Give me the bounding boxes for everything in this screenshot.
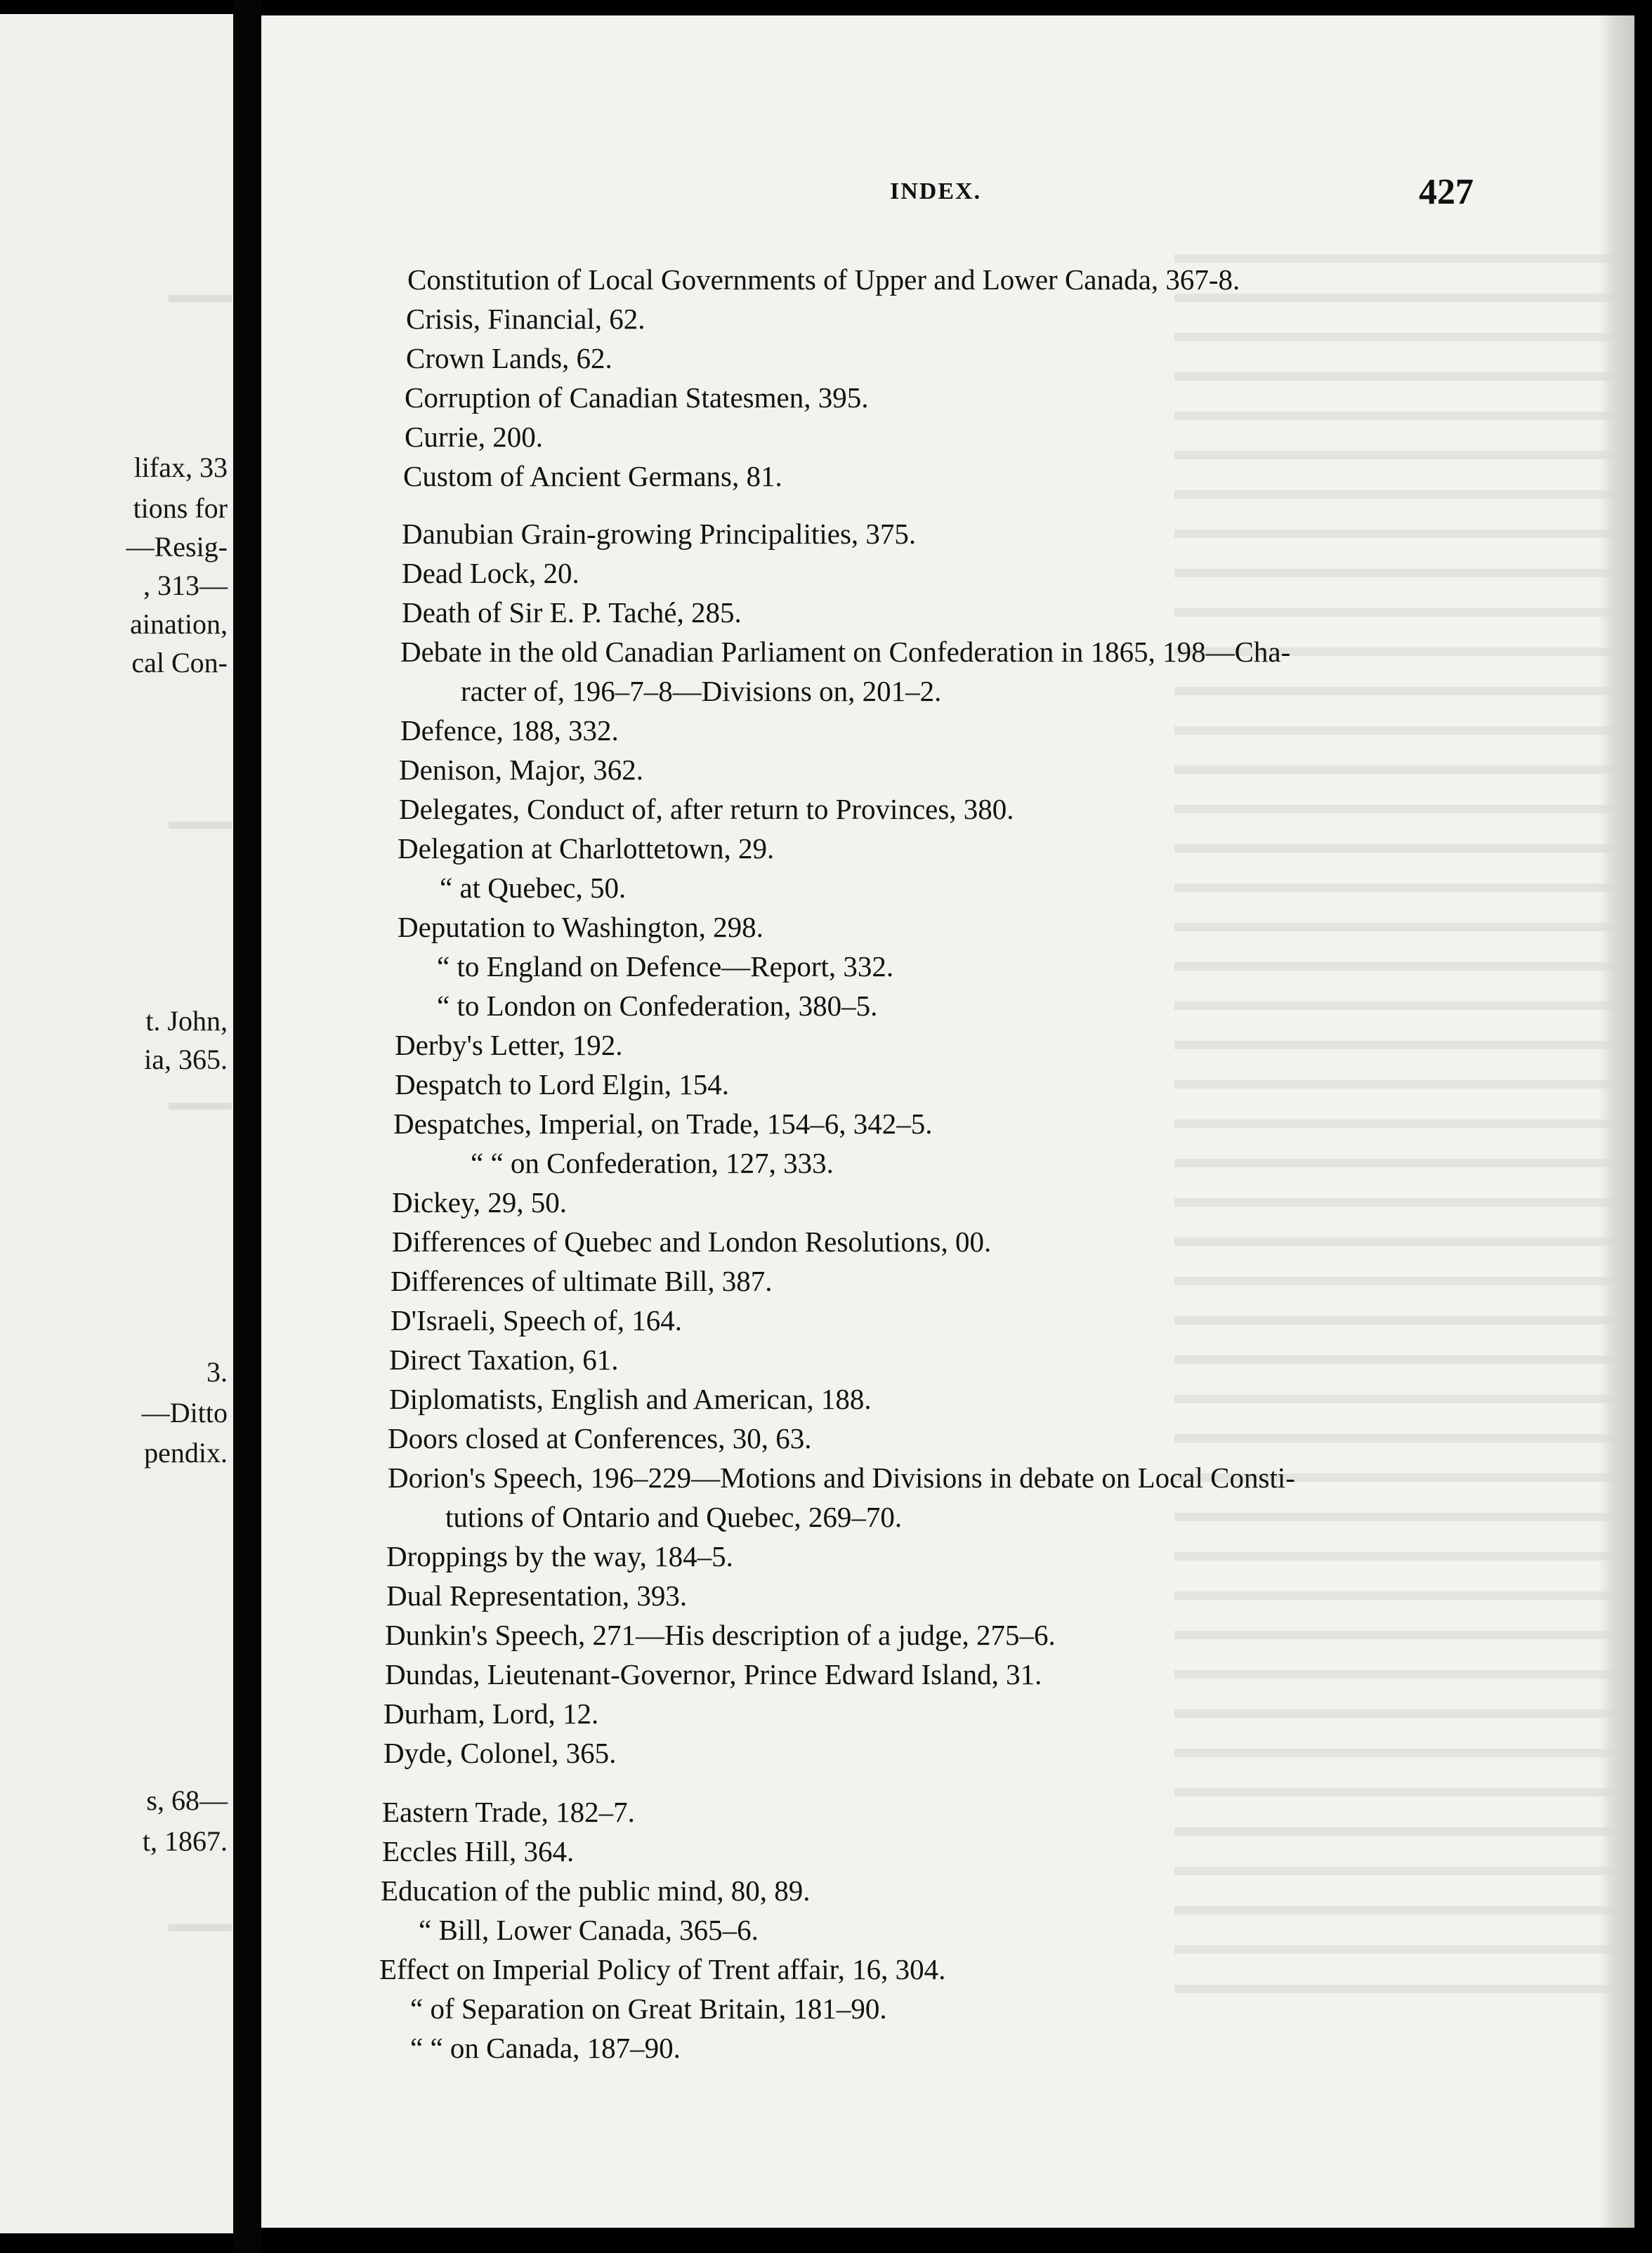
index-entry: Education of the public mind, 80, 89. [381, 1874, 811, 1907]
left-page-bleed [169, 822, 232, 829]
index-entry: Dyde, Colonel, 365. [383, 1737, 617, 1769]
index-entry: Durham, Lord, 12. [383, 1697, 599, 1730]
left-page-text: cal Con- [131, 647, 228, 678]
index-entry: Currie, 200. [405, 421, 543, 453]
index-entry: Delegation at Charlottetown, 29. [398, 832, 775, 865]
left-page-text: lifax, 33 [133, 452, 228, 483]
left-page-text: —Ditto [141, 1397, 228, 1428]
index-entry: Constitution of Local Governments of Upper and Lower Canada, 367-8. [407, 263, 1240, 296]
index-entry: Debate in the old Canadian Parliament on Confederation in 1865, 198—Cha- [400, 636, 1291, 668]
left-page [0, 14, 233, 2233]
left-page-bleed [169, 1103, 232, 1110]
index-entry: Dickey, 29, 50. [392, 1186, 567, 1219]
index-entry: “ to England on Defence—Report, 332. [437, 950, 894, 983]
left-page-text: , 313— [143, 570, 228, 601]
index-entry: Differences of Quebec and London Resolutions, 00. [392, 1226, 992, 1258]
index-entry: Custom of Ancient Germans, 81. [403, 460, 782, 492]
index-entry: Differences of ultimate Bill, 387. [391, 1265, 773, 1297]
left-page-text: ia, 365. [144, 1044, 228, 1075]
index-entry: Crisis, Financial, 62. [406, 303, 645, 335]
bleed-through-text [1174, 254, 1624, 2024]
running-head: INDEX. [890, 178, 982, 204]
index-entry: Crown Lands, 62. [406, 342, 612, 374]
index-entry: “ of Separation on Great Britain, 181–90. [410, 1992, 887, 2025]
index-entry: “ at Quebec, 50. [440, 872, 627, 904]
index-entry: Eastern Trade, 182–7. [382, 1796, 635, 1828]
index-entry: Death of Sir E. P. Taché, 285. [402, 596, 742, 629]
index-entry: tutions of Ontario and Quebec, 269–70. [445, 1501, 903, 1533]
index-entry: Derby's Letter, 192. [395, 1029, 623, 1061]
index-entry: Direct Taxation, 61. [389, 1344, 619, 1376]
left-page-text: 3. [206, 1356, 228, 1388]
index-entry: Diplomatists, English and American, 188. [389, 1383, 872, 1415]
index-entry: Dual Representation, 393. [386, 1579, 688, 1612]
index-entry: Denison, Major, 362. [399, 754, 643, 786]
index-entry: “ “ on Confederation, 127, 333. [471, 1147, 834, 1179]
index-entry: D'Israeli, Speech of, 164. [391, 1304, 682, 1336]
index-entry: Deputation to Washington, 298. [398, 911, 763, 943]
left-page-text: s, 68— [146, 1785, 228, 1816]
index-entry: Defence, 188, 332. [400, 714, 619, 747]
left-page-bleed [169, 295, 232, 302]
index-entry: Droppings by the way, 184–5. [386, 1540, 733, 1572]
index-entry: Eccles Hill, 364. [382, 1835, 575, 1867]
left-page-text: t. John, [145, 1005, 228, 1037]
book-gutter [233, 0, 261, 2253]
right-page [261, 15, 1634, 2228]
index-entry: Corruption of Canadian Statesmen, 395. [405, 381, 869, 414]
left-page-bleed [169, 1924, 232, 1931]
index-entry: Despatch to Lord Elgin, 154. [395, 1068, 729, 1101]
left-page-text: —Resig- [126, 531, 228, 563]
index-entry: “ Bill, Lower Canada, 365–6. [419, 1914, 759, 1946]
left-page-text: aination, [130, 608, 228, 640]
left-page-text: tions for [133, 492, 228, 524]
index-entry: Despatches, Imperial, on Trade, 154–6, 342–5. [393, 1108, 933, 1140]
page-number: 427 [1419, 172, 1474, 212]
index-entry: racter of, 196–7–8—Divisions on, 201–2. [461, 675, 942, 707]
index-entry: Doors closed at Conferences, 30, 63. [388, 1422, 812, 1454]
left-page-text: t, 1867. [142, 1825, 228, 1857]
index-entry: Dorion's Speech, 196–229—Motions and Divisions in debate on Local Consti- [388, 1462, 1295, 1494]
index-entry: Dead Lock, 20. [402, 557, 579, 589]
index-entry: Dundas, Lieutenant-Governor, Prince Edward Island, 31. [385, 1658, 1042, 1690]
index-entry: Danubian Grain-growing Principalities, 375. [402, 518, 917, 550]
index-entry: Effect on Imperial Policy of Trent affair, 16, 304. [379, 1953, 946, 1985]
index-entry: Dunkin's Speech, 271—His description of a judge, 275–6. [385, 1619, 1056, 1651]
index-entry: “ “ on Canada, 187–90. [410, 2032, 681, 2064]
index-entry: Delegates, Conduct of, after return to Provinces, 380. [399, 793, 1014, 825]
left-page-text: pendix. [144, 1437, 228, 1469]
index-entry: “ to London on Confederation, 380–5. [437, 990, 878, 1022]
